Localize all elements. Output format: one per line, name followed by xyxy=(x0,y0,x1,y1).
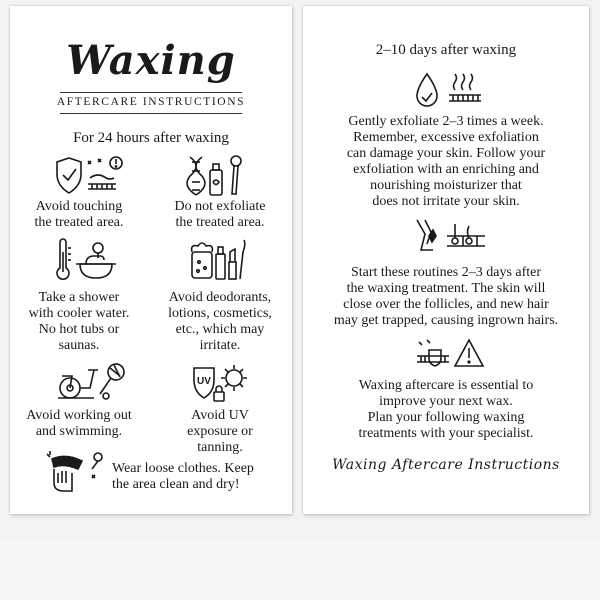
item-avoid-deodorants: Avoid deodorants, lotions, cosmetics, etc., which may irritate. xyxy=(168,290,272,353)
item-no-exfoliate: Do not exfoliate the treated area. xyxy=(174,199,266,230)
item-loose-clothes: Wear loose clothes. Keep the area clean and dry! xyxy=(112,461,254,492)
period-heading-right: 2–10 days after waxing xyxy=(375,42,517,58)
drop-heat-skin-icon xyxy=(415,70,487,110)
item-cool-shower: Take a shower with cooler water. No hot tubs or saunas. xyxy=(28,290,130,353)
section-essential-text: Waxing aftercare is essential to improve your next wax. Plan your following waxing treatments with your specialist. xyxy=(358,378,534,441)
card-title: Waxing xyxy=(66,37,236,84)
dna-bottle-brush-icon xyxy=(186,154,248,198)
left-card xyxy=(10,6,292,514)
uv-sun-lock-icon xyxy=(190,362,252,404)
title-rule-top xyxy=(60,92,242,93)
item-avoid-workout: Avoid working out and swimming. xyxy=(26,408,132,439)
section-routines-text: Start these routines 2–3 days after the waxing treatment. The skin will close over the follicles, and new hair may get trapped, causing ingrown hairs. xyxy=(333,265,559,328)
thermometer-tub-icon xyxy=(54,238,120,282)
background-strip xyxy=(0,540,600,600)
cleaning-hand-icon xyxy=(44,449,110,493)
item-avoid-uv: Avoid UV exposure or tanning. xyxy=(187,408,253,455)
cosmetics-icon xyxy=(188,238,248,282)
period-heading: For 24 hours after waxing xyxy=(73,130,229,146)
title-rule-bottom xyxy=(60,113,242,114)
right-card xyxy=(303,6,589,514)
skin-warning-icon xyxy=(415,336,485,370)
section-exfoliate-text: Gently exfoliate 2–3 times a week. Remember, excessive exfoliation can damage your skin. Follow your exfoliation with an enriching and nourishing moisturizer that does not irritate your skin. xyxy=(346,114,546,209)
exercise-bike-racket-icon xyxy=(54,362,130,402)
leg-follicle-icon xyxy=(411,216,487,256)
card-subtitle: AFTERCARE INSTRUCTIONS xyxy=(56,96,246,108)
item-avoid-touching: Avoid touching the treated area. xyxy=(34,199,124,230)
svg-text:UV: UV xyxy=(197,376,211,387)
footer-script: Waxing Aftercare Instructions xyxy=(332,457,560,473)
shield-check-icon xyxy=(54,154,128,198)
